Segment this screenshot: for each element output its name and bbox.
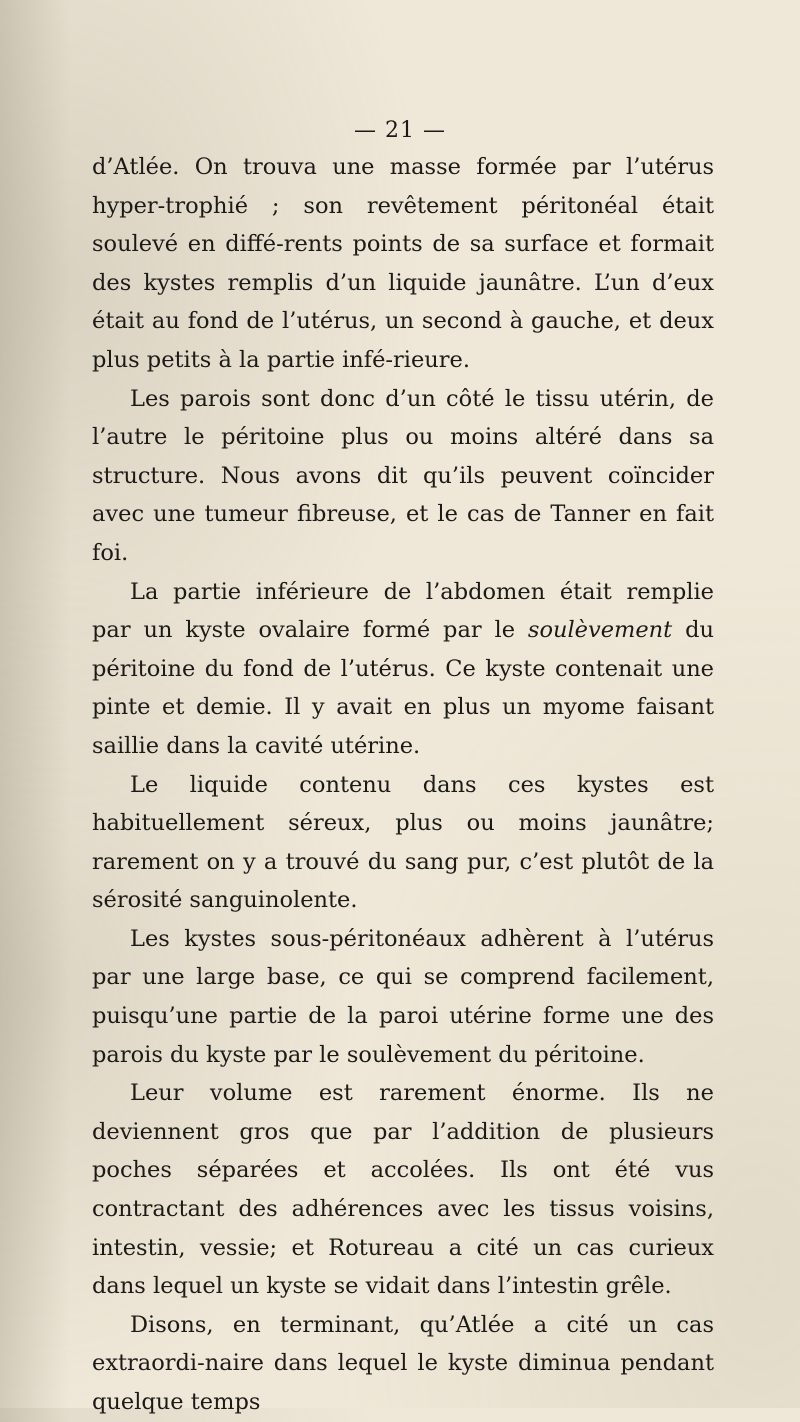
italic-emphasis: soulèvement — [527, 617, 673, 644]
paragraph — [92, 148, 714, 380]
paragraph-text: Le liquide contenu dans ces kystes est habituellement séreux, plus ou moins jaunâtre; rarement on y a trouvé du sang pur, c’est plutôt de la sérosité sanguinolente. — [92, 771, 714, 914]
paragraph-text: Leur volume est rarement énorme. Ils ne deviennent gros que par l’addition de plusieurs poches séparées et accolées. Ils ont été vus contractant des adhérences avec les tissus voisins, intestin, vessie; et Rotureau a cité un cas curieux dans lequel un kyste se vidait dans l’intestin grêle. — [92, 1080, 714, 1300]
page-number: — 21 — — [354, 118, 446, 143]
paragraph — [92, 766, 714, 920]
paragraph-text: d’Atlée. On trouva une masse formée par l’utérus hyper-trophié ; son revêtement péritonéal était soulevé en diffé-rents points de sa surface et formait des kystes remplis d’un liquide jaunâtre. L’un d’eux était au fond de l’utérus, un second à gauche, et deux plus petits à la partie infé-rieure. — [92, 154, 714, 373]
paragraph — [92, 1306, 714, 1422]
paragraph-text: Disons, en terminant, qu’Atlée a cité un cas extraordi-naire dans lequel le kyste diminua pendant quelque temps — [92, 1311, 714, 1415]
paragraph — [92, 573, 714, 766]
paragraph-text: Les parois sont donc d’un côté le tissu utérin, de l’autre le péritoine plus ou moins altéré dans sa structure. Nous avons dit qu’ils peuvent coïncider avec une tumeur fibreuse, et le cas de Tanner en fait foi. — [92, 385, 714, 566]
body-text — [92, 148, 714, 1422]
paragraph — [92, 1074, 714, 1306]
paragraph-text: Les kystes sous-péritonéaux adhèrent à l’utérus par une large base, ce qui se comprend facilement, puisqu’une partie de la paroi utérine forme une des parois du kyste par le soulèvement du péritoine. — [92, 925, 714, 1068]
paragraph — [92, 920, 714, 1074]
paragraph-text: La partie inférieure de l’abdomen était remplie par un kyste ovalaire formé par le — [92, 578, 714, 644]
paragraph-text: du péritoine du fond de l’utérus. Ce kyste contenait une pinte et demie. Il y avait en plus un myome faisant saillie dans la cavité utérine. — [92, 617, 714, 759]
paragraph — [92, 380, 714, 573]
